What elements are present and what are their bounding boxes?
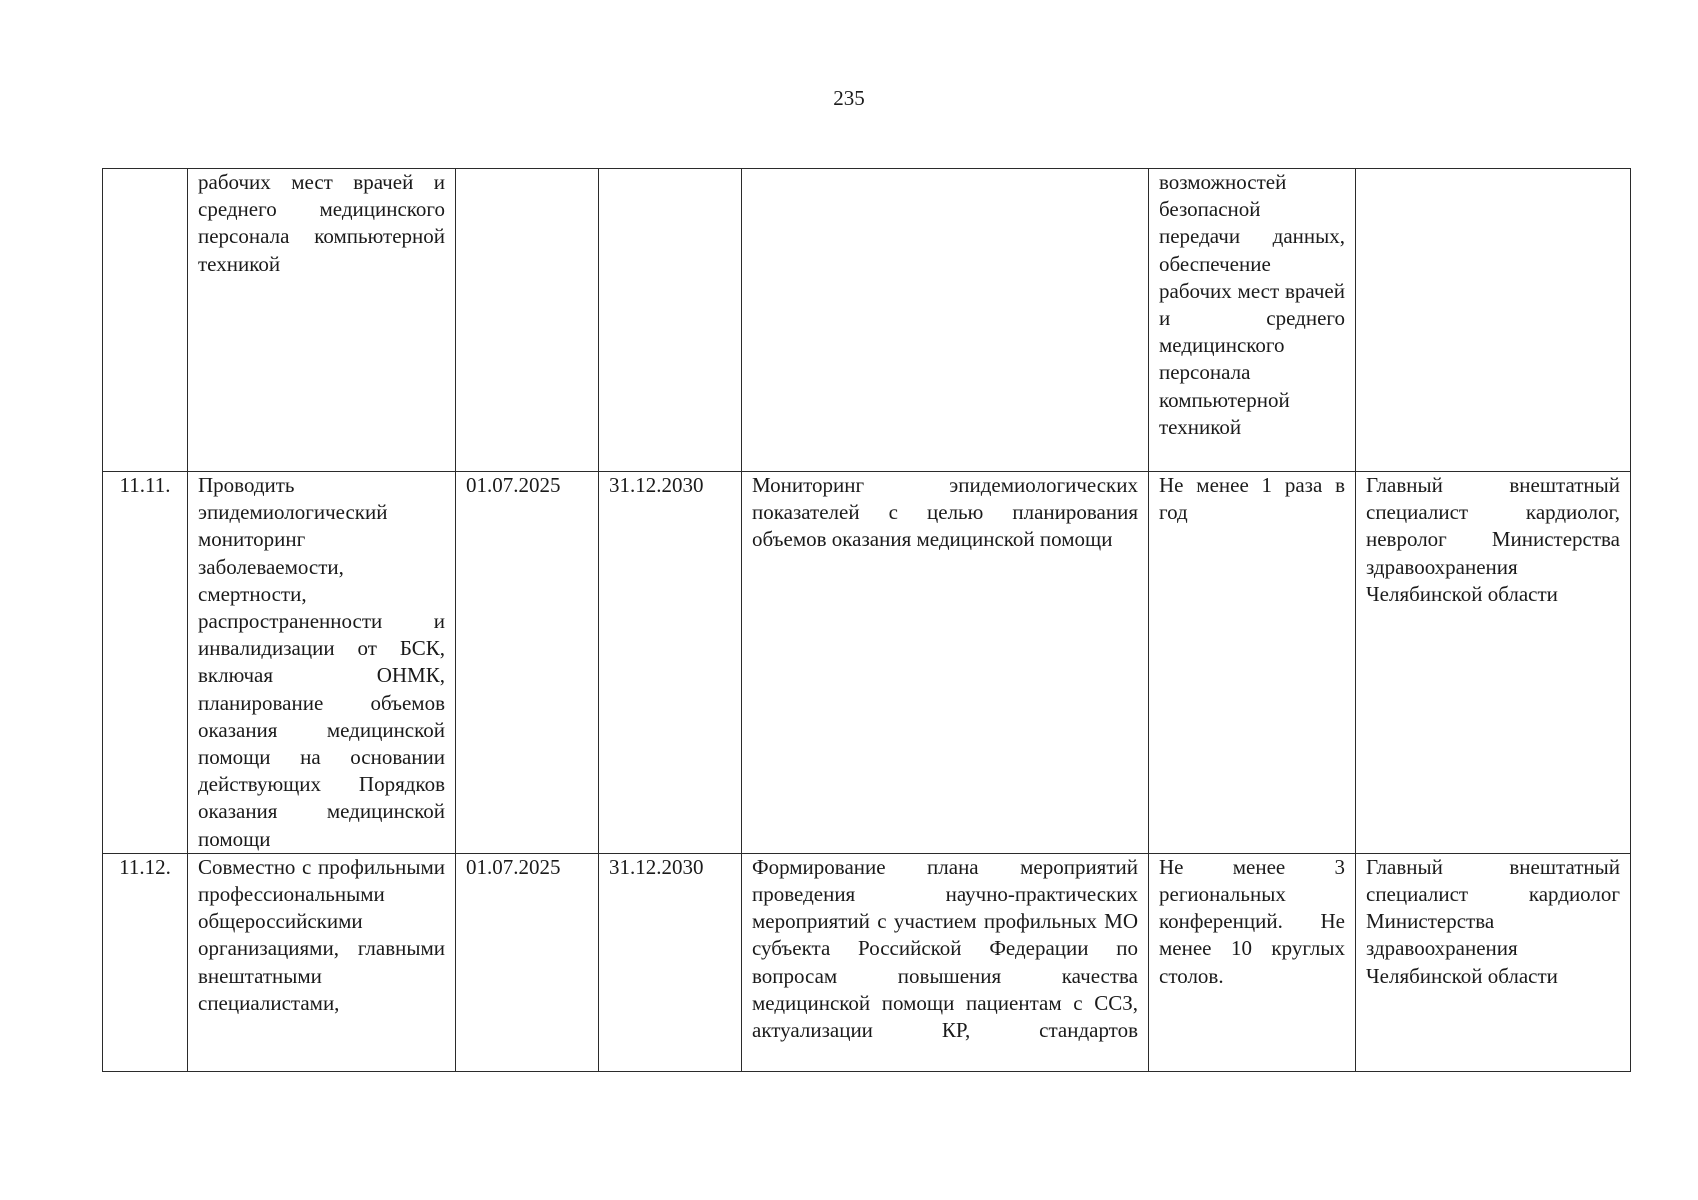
row-number-cell	[103, 169, 188, 472]
action-cell: Проводить эпидемиологический мониторинг заболеваемости, смертности, распространенности и инвалидизации от БСК, включая ОНМК, планирование объемов оказания медицинской помощи на основании действующих Порядков оказания медицинской помощи	[188, 472, 456, 854]
indicator-cell: возможностей безопасной передачи данных, обеспечение рабочих мест врачей и среднего медицинского персонала компьютерной техникой	[1149, 169, 1356, 472]
responsible-cell: Главный внештатный специалист кардиолог Министерства здравоохранения Челябинской области	[1356, 853, 1631, 1071]
responsible-cell: Главный внештатный специалист кардиолог, невролог Министерства здравоохранения Челябинской области	[1356, 472, 1631, 854]
result-cell	[742, 169, 1149, 472]
start-date-cell: 01.07.2025	[456, 472, 599, 854]
start-date-cell: 01.07.2025	[456, 853, 599, 1071]
result-cell: Формирование плана мероприятий проведения научно-практических мероприятий с участием профильных МО субъекта Российской Федерации по вопросам повышения качества медицинской помощи пациентам с ССЗ, актуализации КР, стандартов	[742, 853, 1149, 1071]
end-date-cell	[599, 169, 742, 472]
row-number-cell: 11.12.	[103, 853, 188, 1071]
action-cell: рабочих мест врачей и среднего медицинского персонала компьютерной техникой	[188, 169, 456, 472]
end-date-cell: 31.12.2030	[599, 853, 742, 1071]
table-row	[103, 853, 1631, 1071]
responsible-cell	[1356, 169, 1631, 472]
end-date-cell: 31.12.2030	[599, 472, 742, 854]
result-cell: Мониторинг эпидемиологических показателей с целью планирования объемов оказания медицинской помощи	[742, 472, 1149, 854]
table-row	[103, 169, 1631, 472]
action-plan-table	[102, 168, 1631, 1072]
table-row	[103, 472, 1631, 854]
indicator-cell: Не менее 1 раза в год	[1149, 472, 1356, 854]
action-cell: Совместно с профильными профессиональными общероссийскими организациями, главными внештатными специалистами,	[188, 853, 456, 1071]
row-number-cell: 11.11.	[103, 472, 188, 854]
start-date-cell	[456, 169, 599, 472]
page-number: 235	[833, 86, 865, 110]
indicator-cell: Не менее 3 региональных конференций. Не менее 10 круглых столов.	[1149, 853, 1356, 1071]
